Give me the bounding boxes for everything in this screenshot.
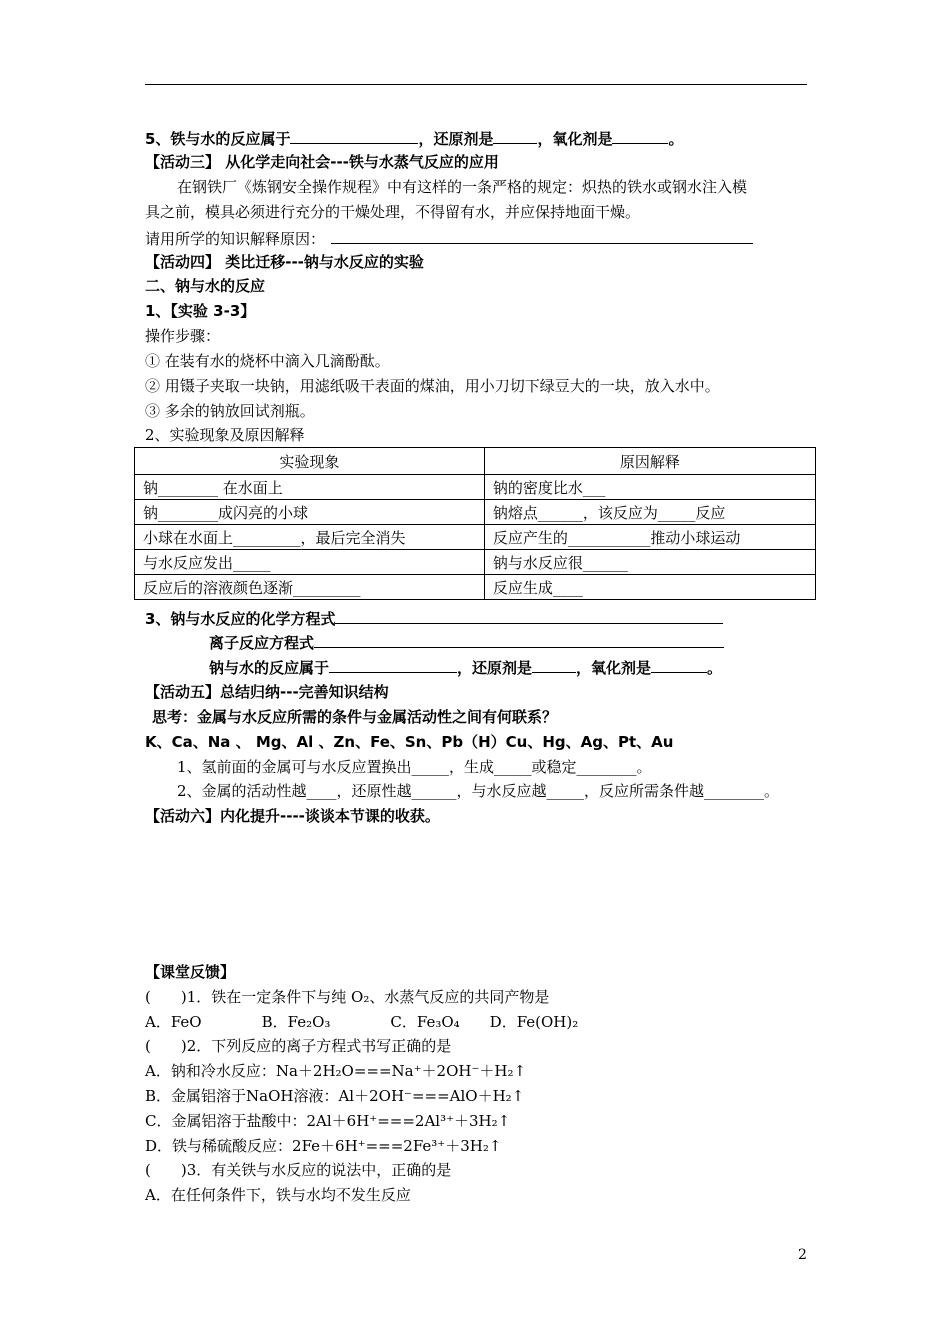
activity-6-title: 【活动六】内化提升----谈谈本节课的收获。 (145, 807, 440, 825)
page-number: 2 (798, 1247, 807, 1263)
table-header: 实验现象 (135, 448, 485, 475)
activity-3-title: 【活动三】 从化学走向社会---铁与水蒸气反应的应用 (145, 153, 499, 171)
ionic-equation-line: 离子反应方程式 (209, 632, 724, 653)
activity-3-question: 请用所学的知识解释原因： (145, 228, 753, 249)
table-row: 小球在水面上_________，最后完全消失 反应产生的___________推动小球运动 (135, 525, 816, 550)
experiment-label: 1、【实验 3-3】 (145, 302, 256, 320)
question-2-option-c: C．金属铝溶于盐酸中：2Al＋6H⁺===2Al³⁺＋3H₂↑ (145, 1112, 511, 1130)
table-row: 反应后的溶液颜色逐渐_________ 反应生成____ (135, 575, 816, 600)
question-1: ( )1．铁在一定条件下与纯 O₂、水蒸气反应的共同产物是 (145, 988, 550, 1006)
metal-activity-series: K、Ca、Na 、 Mg、Al 、Zn、Fe、Sn、Pb（H）Cu、Hg、Ag、Pt、Au (145, 733, 674, 751)
activity-3-para-2: 具之前，模具必须进行充分的干燥处理，不得留有水，并应保持地面干燥。 (145, 203, 641, 221)
observation-table (134, 447, 816, 600)
activity-4-title: 【活动四】 类比迁移---钠与水反应的实验 (145, 253, 424, 271)
step-2: ② 用镊子夹取一块钠，用滤纸吸干表面的煤油，用小刀切下绿豆大的一块，放入水中。 (145, 377, 720, 395)
step-3: ③ 多余的钠放回试剂瓶。 (145, 402, 315, 420)
equation-line: 3、钠与水反应的化学方程式 (145, 608, 723, 629)
feedback-title: 【课堂反馈】 (145, 963, 236, 981)
activity-5-title: 【活动五】总结归纳---完善知识结构 (145, 683, 389, 701)
observation-heading: 2、实验现象及原因解释 (145, 426, 305, 444)
question-2-option-b: B．金属铝溶于NaOH溶液：Al＋2OH⁻===AlO＋H₂↑ (145, 1087, 525, 1105)
question-1-options: A．FeO B．Fe₂O₃ C．Fe₃O₄ D．Fe(OH)₂ (145, 1013, 579, 1031)
question-3: ( )3．有关铁与水反应的说法中，正确的是 (145, 1161, 452, 1179)
think-question: 思考：金属与水反应所需的条件与金属活动性之间有何联系？ (152, 708, 558, 726)
summary-1: 1、氢前面的金属可与水反应置换出_____，生成_____或稳定________。 (177, 758, 652, 776)
top-rule (145, 84, 807, 85)
table-row: 钠________成闪亮的小球 钠熔点______，该反应为_____反应 (135, 500, 816, 525)
activity-3-para-1: 在钢铁厂《炼钢安全操作规程》中有这样的一条严格的规定：炽热的铁水或钢水注入模 (177, 178, 748, 196)
summary-2: 2、金属的活动性越____，还原性越______，与水反应越_____，反应所需条件越________。 (177, 782, 780, 800)
question-5: 5、铁与水的反应属于 ，还原剂是 ，氧化剂是 。 (145, 130, 684, 148)
question-2-option-a: A．钠和冷水反应：Na＋2H₂O===Na⁺＋2OH⁻＋H₂↑ (145, 1062, 527, 1080)
steps-label: 操作步骤： (145, 327, 221, 345)
question-2-option-d: D．铁与稀硫酸反应：2Fe＋6H⁺===2Fe³⁺＋3H₂↑ (145, 1137, 502, 1155)
question-2: ( )2．下列反应的离子方程式书写正确的是 (145, 1037, 452, 1055)
table-header: 原因解释 (484, 448, 815, 475)
section-2-heading: 二、钠与水的反应 (145, 277, 266, 295)
step-1: ① 在装有水的烧杯中滴入几滴酚酞。 (145, 352, 390, 370)
table-row: 钠________ 在水面上 钠的密度比水___ (135, 475, 816, 500)
question-3-option-a: A．在任何条件下，铁与水均不发生反应 (145, 1186, 411, 1204)
table-row: 与水反应发出_____ 钠与水反应很______ (135, 550, 816, 575)
reaction-type-line: 钠与水的反应属于 ，还原剂是 ，氧化剂是 。 (209, 659, 723, 677)
